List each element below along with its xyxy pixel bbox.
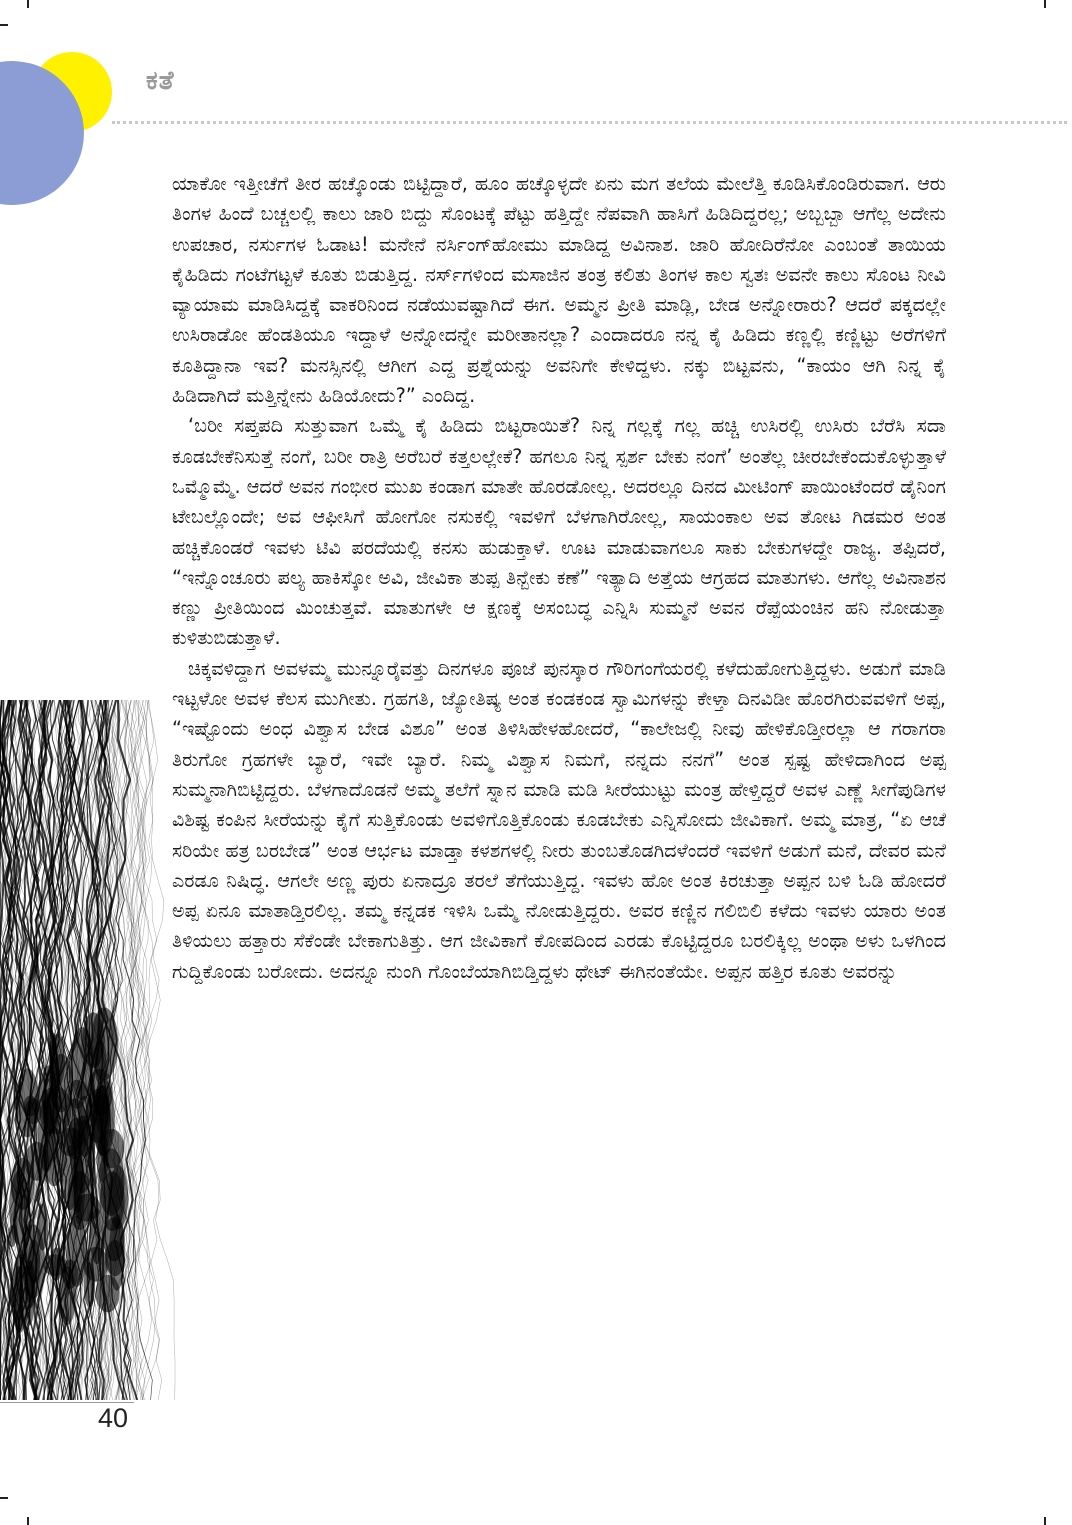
- crop-mark-bottom-left: [27, 1517, 29, 1525]
- paragraph-3: ಚಿಕ್ಕವಳಿದ್ದಾಗ ಅವಳಮ್ಮ ಮುನ್ನೂರೈವತ್ತು ದಿನಗಳೂ ಪೂಜೆ ಪುನಸ್ಕಾರ ಗೌರಿಗಂಗೆಯರಲ್ಲಿ ಕಳೆದುಹೋಗುತ್ತಿದ್ದಳು. ಅಡುಗೆ ಮಾಡಿ ಇಟ್ಟಳೋ ಅವಳ ಕೆಲಸ ಮುಗೀತು. ಗ್ರಹಗತಿ, ಜ್ಯೋತಿಷ್ಯ ಅಂತ ಕಂಡಕಂಡ ಸ್ವಾಮಿಗಳನ್ನು ಕೇಳ್ತಾ ದಿನವಿಡೀ ಹೊರಗಿರುವವಳಿಗೆ ಅಪ್ಪ, “ಇಷ್ಟೊಂದು ಅಂಧ ವಿಶ್ವಾಸ ಬೇಡ ವಿಶೂ” ಅಂತ ತಿಳಿಸಿಹೇಳಹೋದರೆ, “ಕಾಲೇಜಲ್ಲಿ ನೀವು ಹೇಳಿಕೊಡ್ತೀರಲ್ಲಾ ಆ ಗರಾಗರಾ ತಿರುಗೋ ಗ್ರಹಗಳೇ ಬ್ಯಾರೆ, ಇವೇ ಬ್ಯಾರೆ. ನಿಮ್ಮ ವಿಶ್ವಾಸ ನಿಮಗೆ, ನನ್ನದು ನನಗೆ” ಅಂತ ಸ್ಪಷ್ಟ ಹೇಳಿದಾಗಿಂದ ಅಪ್ಪ ಸುಮ್ಮನಾಗಿಬಿಟ್ಟಿದ್ದರು. ಬೆಳಗಾದೊಡನೆ ಅಮ್ಮ ತಲೆಗೆ ಸ್ನಾನ ಮಾಡಿ ಮಡಿ ಸೀರೆಯುಟ್ಟು ಮಂತ್ರ ಹೇಳ್ತಿದ್ದರೆ ಅವಳ ಎಣ್ಣೆ ಸೀಗೆಪುಡಿಗಳ ವಿಶಿಷ್ಟ ಕಂಪಿನ ಸೀರೆಯನ್ನು ಕೈಗೆ ಸುತ್ತಿಕೊಂಡು ಅವಳಿಗೊತ್ತಿಕೊಂಡು ಕೂಡಬೇಕು ಎನ್ನಿಸೋದು ಜೀವಿಕಾಗೆ. ಅಮ್ಮ ಮಾತ್ರ, “ಏ ಆಚೆ ಸರಿಯೇ ಹತ್ರ ಬರಬೇಡ” ಅಂತ ಆರ್ಭಟ ಮಾಡ್ತಾ ಕಳಶಗಳಲ್ಲಿ ನೀರು ತುಂಬತೊಡಗಿದಳೆಂದರೆ ಇವಳಿಗೆ ಅಡುಗೆ ಮನೆ, ದೇವರ ಮನೆ ಎರಡೂ ನಿಷಿದ್ಧ. ಆಗಲೇ ಅಣ್ಣ ಪುರು ಏನಾದ್ರೂ ತರಲೆ ತೆಗೆಯುತ್ತಿದ್ದ. ಇವಳು ಹೋ ಅಂತ ಕಿರಚುತ್ತಾ ಅಪ್ಪನ ಬಳಿ ಓಡಿ ಹೋದರೆ ಅಪ್ಪ ಏನೂ ಮಾತಾಡ್ತಿರಲಿಲ್ಲ. ತಮ್ಮ ಕನ್ನಡಕ ಇಳಿಸಿ ಒಮ್ಮೆ ನೋಡುತ್ತಿದ್ದರು. ಅವರ ಕಣ್ಣಿನ ಗಲಿಬಿಲಿ ಕಳೆದು ಇವಳು ಯಾರು ಅಂತ ತಿಳಿಯಲು ಹತ್ತಾರು ಸೆಕೆಂಡೇ ಬೇಕಾಗುತಿತ್ತು. ಆಗ ಜೀವಿಕಾಗೆ ಕೋಪದಿಂದ ಎರಡು ಕೊಟ್ಟಿದ್ದರೂ ಬರಲಿಕ್ಕಿಲ್ಲ ಅಂಥಾ ಅಳು ಒಳಗಿಂದ ಗುದ್ದಿಕೊಂಡು ಬರೋದು. ಅದನ್ನೂ ನುಂಗಿ ಗೊಂಬೆಯಾಗಿಬಿಡ್ತಿದ್ದಳು ಥೇಟ್ ಈಗಿನಂತೆಯೇ. ಅಪ್ಪನ ಹತ್ತಿರ ಕೂತು ಅವರನ್ನು: [172, 656, 946, 983]
- sketch-shade: [28, 1239, 40, 1284]
- sketch-shade: [14, 1266, 24, 1334]
- decorative-circles: [0, 0, 140, 220]
- sketch-shade: [50, 1033, 58, 1095]
- section-label: ಕತೆ: [146, 66, 175, 96]
- sketch-shade: [84, 1262, 95, 1307]
- paragraph-2: ‘ಬರೀ ಸಪ್ತಪದಿ ಸುತ್ತುವಾಗ ಒಮ್ಮೆ ಕೈ ಹಿಡಿದು ಬಿಟ್ಟರಾಯಿತೆ? ನಿನ್ನ ಗಲ್ಲಕ್ಕೆ ಗಲ್ಲ ಹಚ್ಚಿ ಉಸಿರಲ್ಲಿ ಉಸಿರು ಬೆರೆಸಿ ಸದಾ ಕೂಡಬೇಕೆನಿಸುತ್ತೆ ನಂಗೆ, ಬರೀ ರಾತ್ರಿ ಅರೆಬರೆ ಕತ್ತಲಲ್ಲೇಕೆ? ಹಗಲೂ ನಿನ್ನ ಸ್ಪರ್ಶ ಬೇಕು ನಂಗೆ’ ಅಂತೆಲ್ಲ ಚೀರಬೇಕೆಂದುಕೊಳ್ಳುತ್ತಾಳೆ ಒಮ್ಮೊಮ್ಮೆ. ಆದರೆ ಅವನ ಗಂಭೀರ ಮುಖ ಕಂಡಾಗ ಮಾತೇ ಹೊರಡೋಲ್ಲ. ಅದರಲ್ಲೂ ದಿನದ ಮೀಟಿಂಗ್ ಪಾಯಿಂಟೆಂದರೆ ಡೈನಿಂಗ ಟೇಬಲ್ಲೊಂದೇ; ಅವ ಆಫೀಸಿಗೆ ಹೋಗೋ ನಸುಕಲ್ಲಿ ಇವಳಿಗೆ ಬೆಳಗಾಗಿರೋಲ್ಲ, ಸಾಯಂಕಾಲ ಅವ ತೋಟ ಗಿಡಮರ ಅಂತ ಹಚ್ಚಿಕೊಂಡರೆ ಇವಳು ಟಿವಿ ಪರದೆಯಲ್ಲಿ ಕನಸು ಹುಡುಕ್ತಾಳೆ. ಊಟ ಮಾಡುವಾಗಲೂ ಸಾಕು ಬೇಕುಗಳದ್ದೇ ರಾಜ್ಯ. ತಪ್ಪಿದರೆ, “ಇನ್ನೊಂಚೂರು ಪಲ್ಯ ಹಾಕಿಸ್ಕೋ ಅವಿ, ಜೀವಿಕಾ ತುಪ್ಪ ತಿನ್ಬೇಕು ಕಣೆ” ಇತ್ಯಾದಿ ಅತ್ತೆಯ ಆಗ್ರಹದ ಮಾತುಗಳು. ಆಗೆಲ್ಲ ಅವಿನಾಶನ ಕಣ್ಣು ಪ್ರೀತಿಯಿಂದ ಮಿಂಚುತ್ತವೆ. ಮಾತುಗಳೇ ಆ ಕ್ಷಣಕ್ಕೆ ಅಸಂಬದ್ಧ ಎನ್ನಿಸಿ ಸುಮ್ಮನೆ ಅವನ ರೆಪ್ಪೆಯಂಚಿನ ಹನಿ ನೋಡುತ್ತಾ ಕುಳಿತುಬಿಡುತ್ತಾಳೆ.: [172, 414, 946, 650]
- sketch-illustration: [0, 700, 180, 1400]
- sketch-shade: [9, 1170, 29, 1245]
- sketch-shade: [98, 1148, 125, 1216]
- crop-mark-left-bottom: [0, 1497, 8, 1499]
- crop-mark-top-right: [1044, 0, 1046, 8]
- page-number: 40: [98, 1403, 129, 1433]
- sketch-shade: [67, 1171, 92, 1230]
- crop-mark-bottom-right: [1044, 1517, 1046, 1525]
- sketch-shade: [37, 1204, 48, 1251]
- sketch-shade: [68, 1118, 85, 1150]
- sketch-shade: [70, 1027, 94, 1100]
- sketch-shade: [43, 1254, 67, 1276]
- sketch-shade: [91, 1007, 118, 1080]
- header-dotted-rule: [112, 121, 1067, 124]
- article-body: [172, 169, 946, 987]
- paragraph-1: ಯಾಕೋ ಇತ್ತೀಚೆಗೆ ತೀರ ಹಚ್ಕೊಂಡು ಬಿಟ್ಟಿದ್ದಾರೆ, ಹೂಂ ಹಚ್ಕೊಳ್ಳದೇ ಏನು ಮಗ ತಲೆಯ ಮೇಲೆತ್ತಿ ಕೂಡಿಸಿಕೊಂಡಿರುವಾಗ. ಆರು ತಿಂಗಳ ಹಿಂದೆ ಬಚ್ಚಲಲ್ಲಿ ಕಾಲು ಜಾರಿ ಬಿದ್ದು ಸೊಂಟಕ್ಕೆ ಪೆಟ್ಟು ಹತ್ತಿದ್ದೇ ನೆಪವಾಗಿ ಹಾಸಿಗೆ ಹಿಡಿದಿದ್ದರಲ್ಲ; ಅಬ್ಬಬ್ಬಾ ಆಗೆಲ್ಲ ಅದೇನು ಉಪಚಾರ, ನರ್ಸುಗಳ ಓಡಾಟ! ಮನೇನೆ ನರ್ಸಿಂಗ್‌ಹೋಮು ಮಾಡಿದ್ದ ಅವಿನಾಶ. ಜಾರಿ ಹೋದಿರೆನೋ ಎಂಬಂತೆ ತಾಯಿಯ ಕೈಹಿಡಿದು ಗಂಟೆಗಟ್ಟಳೆ ಕೂತು ಬಿಡುತ್ತಿದ್ದ. ನರ್ಸ್‌ಗಳಿಂದ ಮಸಾಜಿನ ತಂತ್ರ ಕಲಿತು ತಿಂಗಳ ಕಾಲ ಸ್ವತಃ ಅವನೇ ಕಾಲು ಸೊಂಟ ನೀವಿ ವ್ಯಾಯಾಮ ಮಾಡಿಸಿದ್ದಕ್ಕೆ ವಾಕರಿನಿಂದ ನಡೆಯುವಷ್ಟಾಗಿದೆ ಈಗ. ಅಮ್ಮನ ಪ್ರೀತಿ ಮಾಡ್ಲಿ, ಬೇಡ ಅನ್ನೋರಾರು? ಆದರೆ ಪಕ್ಕದಲ್ಲೇ ಉಸಿರಾಡೋ ಹೆಂಡತಿಯೂ ಇದ್ದಾಳೆ ಅನ್ನೋದನ್ನೇ ಮರೀತಾನಲ್ಲಾ? ಎಂದಾದರೂ ನನ್ನ ಕೈ ಹಿಡಿದು ಕಣ್ಣಲ್ಲಿ ಕಣ್ಣಿಟ್ಟು ಅರೆಗಳಿಗೆ ಕೂತಿದ್ದಾನಾ ಇವ? ಮನಸ್ಸಿನಲ್ಲಿ ಆಗೀಗ ಎದ್ದ ಪ್ರಶ್ನೆಯನ್ನು ಅವನಿಗೇ ಕೇಳಿದ್ದಳು. ನಕ್ಕು ಬಿಟ್ಟವನು, “ಕಾಯಂ ಆಗಿ ನಿನ್ನ ಕೈ ಹಿಡಿದಾಗಿದೆ ಮತ್ತಿನ್ನೇನು ಹಿಡಿಯೋದು?” ಎಂದಿದ್ದ.: [172, 172, 946, 408]
